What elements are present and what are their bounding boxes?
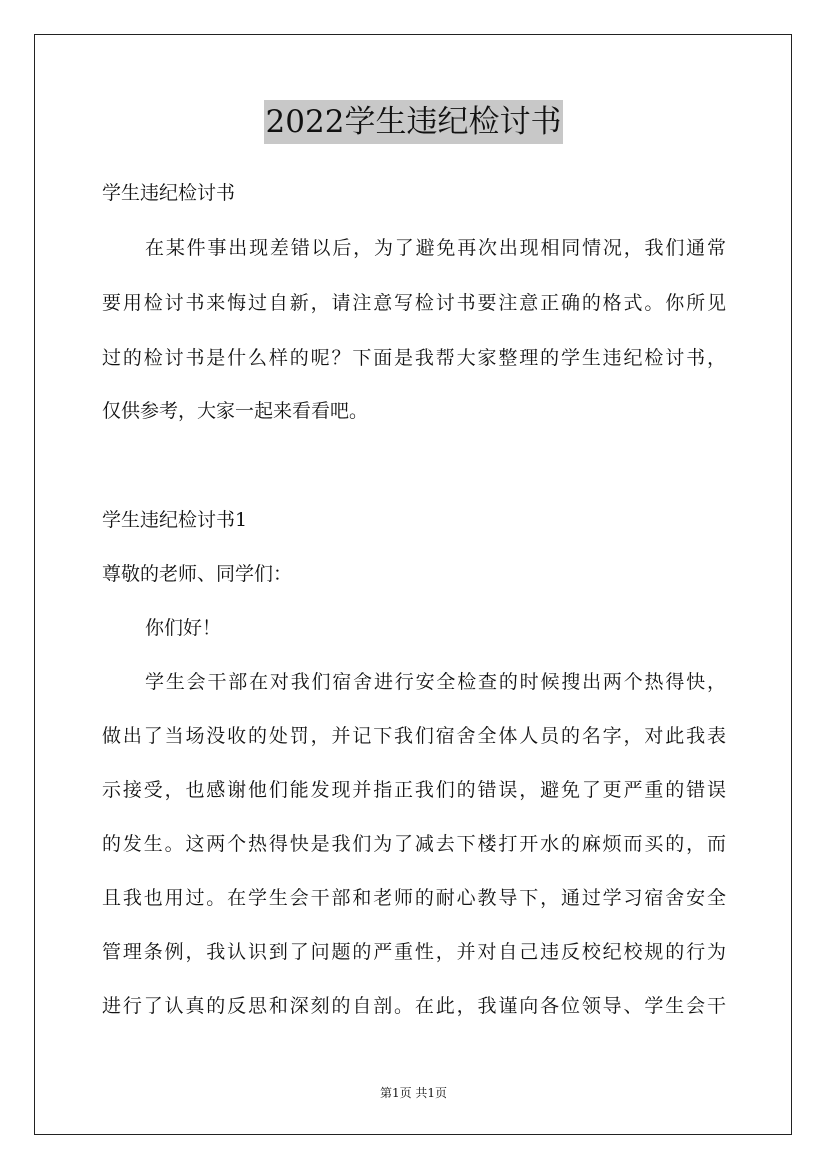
section-heading: 学生违纪检讨书1 <box>102 509 248 531</box>
body-line-2: 做出了当场没收的处罚，并记下我们宿舍全体人员的名字，对此我表 <box>102 725 726 747</box>
intro-line-1: 在某件事出现差错以后，为了避免再次出现相同情况，我们通常 <box>145 237 726 259</box>
body-line-1: 学生会干部在对我们宿舍进行安全检查的时候搜出两个热得快， <box>145 671 726 693</box>
body-line-4: 的发生。这两个热得快是我们为了减去下楼打开水的麻烦而买的，而 <box>102 833 726 855</box>
page-footer: 第1页 共1页 <box>379 1086 448 1100</box>
document-title: 2022学生违纪检讨书 <box>264 100 564 144</box>
intro-line-2: 要用检讨书来悔过自新，请注意写检讨书要注意正确的格式。你所见 <box>102 292 726 314</box>
salutation: 尊敬的老师、同学们： <box>102 563 293 585</box>
document-subtitle: 学生违纪检讨书 <box>102 182 236 204</box>
intro-line-3: 过的检讨书是什么样的呢？下面是我帮大家整理的学生违纪检讨书， <box>102 347 726 369</box>
title-container <box>0 100 827 144</box>
intro-line-4: 仅供参考，大家一起来看看吧。 <box>102 400 369 422</box>
greeting: 你们好！ <box>145 617 222 639</box>
body-line-6: 管理条例，我认识到了问题的严重性，并对自己违反校纪校规的行为 <box>102 941 726 963</box>
body-line-3: 示接受，也感谢他们能发现并指正我们的错误，避免了更严重的错误 <box>102 779 726 801</box>
body-line-5: 且我也用过。在学生会干部和老师的耐心教导下，通过学习宿舍安全 <box>102 887 726 909</box>
body-line-7: 进行了认真的反思和深刻的自剖。在此，我谨向各位领导、学生会干 <box>102 995 726 1017</box>
